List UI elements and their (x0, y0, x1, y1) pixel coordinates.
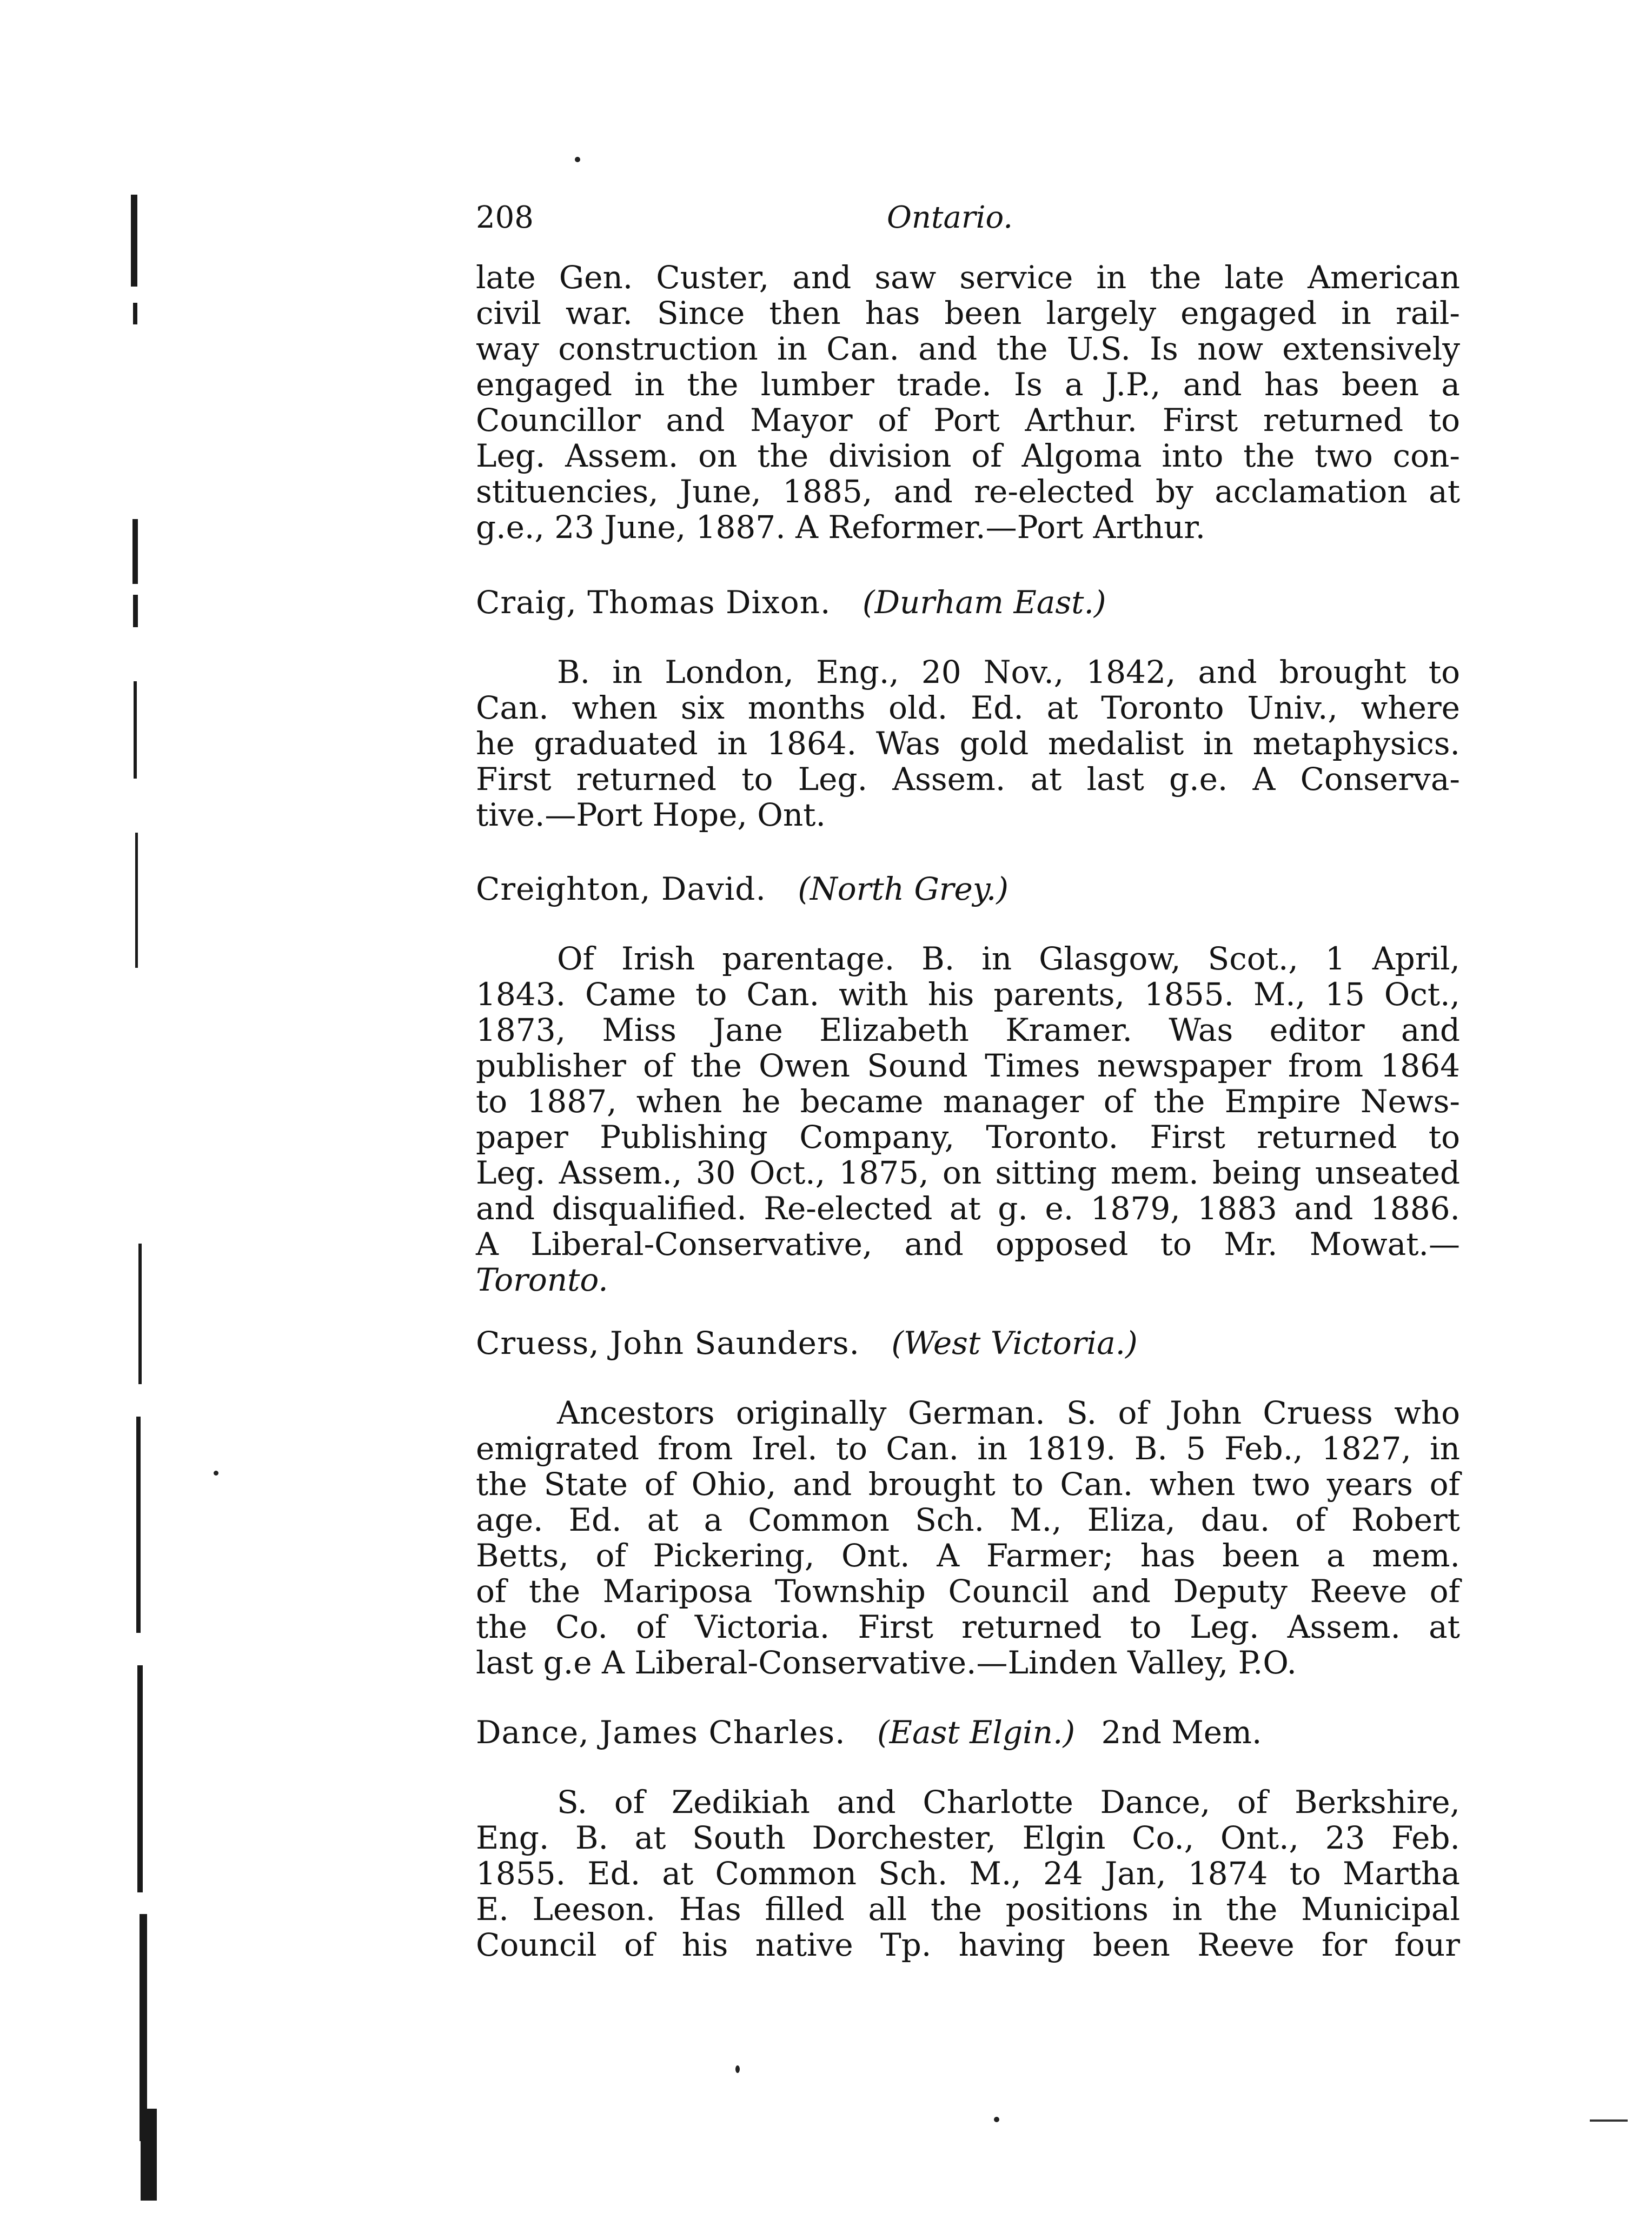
paragraph-line: way construction in Can. and the U.S. Is now extensively (476, 330, 1460, 367)
binding-mark (141, 2109, 157, 2201)
paragraph-line: the State of Ohio, and brought to Can. when two years of (476, 1466, 1460, 1503)
binding-edge-shadow (103, 151, 184, 2206)
member-district: (East Elgin.) (877, 1714, 1076, 1751)
paragraph-line: Betts, of Pickering, Ont. A Farmer; has been a mem. (476, 1537, 1460, 1574)
scan-edge-line (1590, 2119, 1628, 2122)
paragraph-line: First returned to Leg. Assem. at last g.e. A Conserva- (476, 761, 1460, 798)
paragraph-line: of the Mariposa Township Council and Deputy Reeve of (476, 1573, 1460, 1610)
paragraph-line: engaged in the lumber trade. Is a J.P., and has been a (476, 366, 1460, 403)
binding-mark (132, 519, 138, 584)
paragraph-line: emigrated from Irel. to Can. in 1819. B. 5 Feb., 1827, in (476, 1430, 1460, 1467)
paragraph-line: publisher of the Owen Sound Times newspaper from 1864 (476, 1047, 1460, 1084)
paragraph-line: Leg. Assem. on the division of Algoma into the two con- (476, 437, 1460, 474)
member-name: Creighton, David. (476, 871, 766, 907)
entry-heading (476, 871, 1009, 907)
paragraph-line: Council of his native Tp. having been Reeve for four (476, 1926, 1460, 1963)
paragraph-line: A Liberal-Conservative, and opposed to Mr. Mowat.— (476, 1226, 1460, 1262)
paragraph-line: Eng. B. at South Dorchester, Elgin Co., Ont., 23 Feb. (476, 1819, 1460, 1856)
paragraph-line: 1855. Ed. at Common Sch. M., 24 Jan, 1874 to Martha (476, 1855, 1460, 1892)
entry-heading (476, 1325, 1138, 1361)
binding-mark (133, 303, 137, 324)
paragraph-line: tive.—Port Hope, Ont. (476, 796, 826, 833)
entry-biography (476, 1784, 1460, 1963)
running-header (476, 195, 1449, 243)
entry-biography (476, 1395, 1460, 1680)
paragraph-line: and disqualified. Re-elected at g. e. 1879, 1883 and 1886. (476, 1190, 1460, 1227)
running-title: Ontario. (887, 200, 1013, 235)
page-number: 208 (476, 200, 534, 235)
scan-speck (575, 157, 580, 162)
binding-mark (137, 1665, 143, 1892)
paragraph-line: Toronto. (476, 1261, 608, 1298)
paragraph-line: Ancestors originally German. S. of John Cruess who (557, 1394, 1460, 1431)
scan-speck (214, 1471, 218, 1476)
entry-biography (476, 941, 1460, 1298)
member-name: Craig, Thomas Dixon. (476, 584, 831, 621)
member-district: (North Grey.) (798, 871, 1009, 907)
paragraph-line: he graduated in 1864. Was gold medalist in metaphysics. (476, 725, 1460, 762)
binding-mark (131, 195, 137, 287)
binding-mark (134, 681, 137, 779)
paragraph-line: g.e., 23 June, 1887. A Reformer.—Port Arthur. (476, 509, 1206, 546)
paragraph-line: B. in London, Eng., 20 Nov., 1842, and brought to (557, 654, 1460, 690)
binding-mark (136, 1417, 141, 1633)
paragraph-line: the Co. of Victoria. First returned to Leg. Assem. at (476, 1609, 1460, 1645)
member-district: (Durham East.) (862, 584, 1106, 621)
binding-mark (140, 1914, 147, 2141)
paragraph-line: E. Leeson. Has filled all the positions in the Municipal (476, 1891, 1460, 1928)
binding-mark (133, 595, 138, 627)
paragraph-line: Of Irish parentage. B. in Glasgow, Scot., 1 April, (557, 940, 1460, 977)
entry-biography (476, 654, 1460, 833)
member-name: Cruess, John Saunders. (476, 1325, 860, 1361)
binding-mark (138, 1244, 142, 1384)
entry-heading (476, 584, 1106, 621)
paragraph-line: S. of Zedikiah and Charlotte Dance, of Berkshire, (557, 1784, 1460, 1820)
paragraph-line: 1843. Came to Can. with his parents, 1855. M., 15 Oct., (476, 976, 1460, 1013)
member-note: 2nd Mem. (1101, 1714, 1262, 1751)
paragraph-line: to 1887, when he became manager of the Empire News- (476, 1083, 1460, 1120)
paragraph-line: stituencies, June, 1885, and re-elected by acclamation at (476, 473, 1460, 510)
member-district: (West Victoria.) (891, 1325, 1138, 1361)
paragraph-line: Can. when six months old. Ed. at Toronto Univ., where (476, 689, 1460, 726)
scan-speck (735, 2065, 740, 2073)
paragraph-line: 1873, Miss Jane Elizabeth Kramer. Was editor and (476, 1012, 1460, 1048)
member-name: Dance, James Charles. (476, 1714, 846, 1751)
paragraph-line: civil war. Since then has been largely engaged in rail- (476, 295, 1460, 331)
paragraph-line: last g.e A Liberal-Conservative.—Linden Valley, P.O. (476, 1644, 1297, 1681)
paragraph-line: age. Ed. at a Common Sch. M., Eliza, dau. of Robert (476, 1501, 1460, 1538)
paragraph-line: Councillor and Mayor of Port Arthur. First returned to (476, 402, 1460, 438)
continued-paragraph (476, 260, 1460, 545)
scan-speck (994, 2117, 999, 2122)
entry-heading (476, 1714, 1262, 1751)
paragraph-line: Leg. Assem., 30 Oct., 1875, on sitting mem. being unseated (476, 1154, 1460, 1191)
paragraph-line: late Gen. Custer, and saw service in the late American (476, 259, 1460, 296)
paragraph-line: paper Publishing Company, Toronto. First returned to (476, 1119, 1460, 1155)
binding-mark (135, 833, 138, 968)
